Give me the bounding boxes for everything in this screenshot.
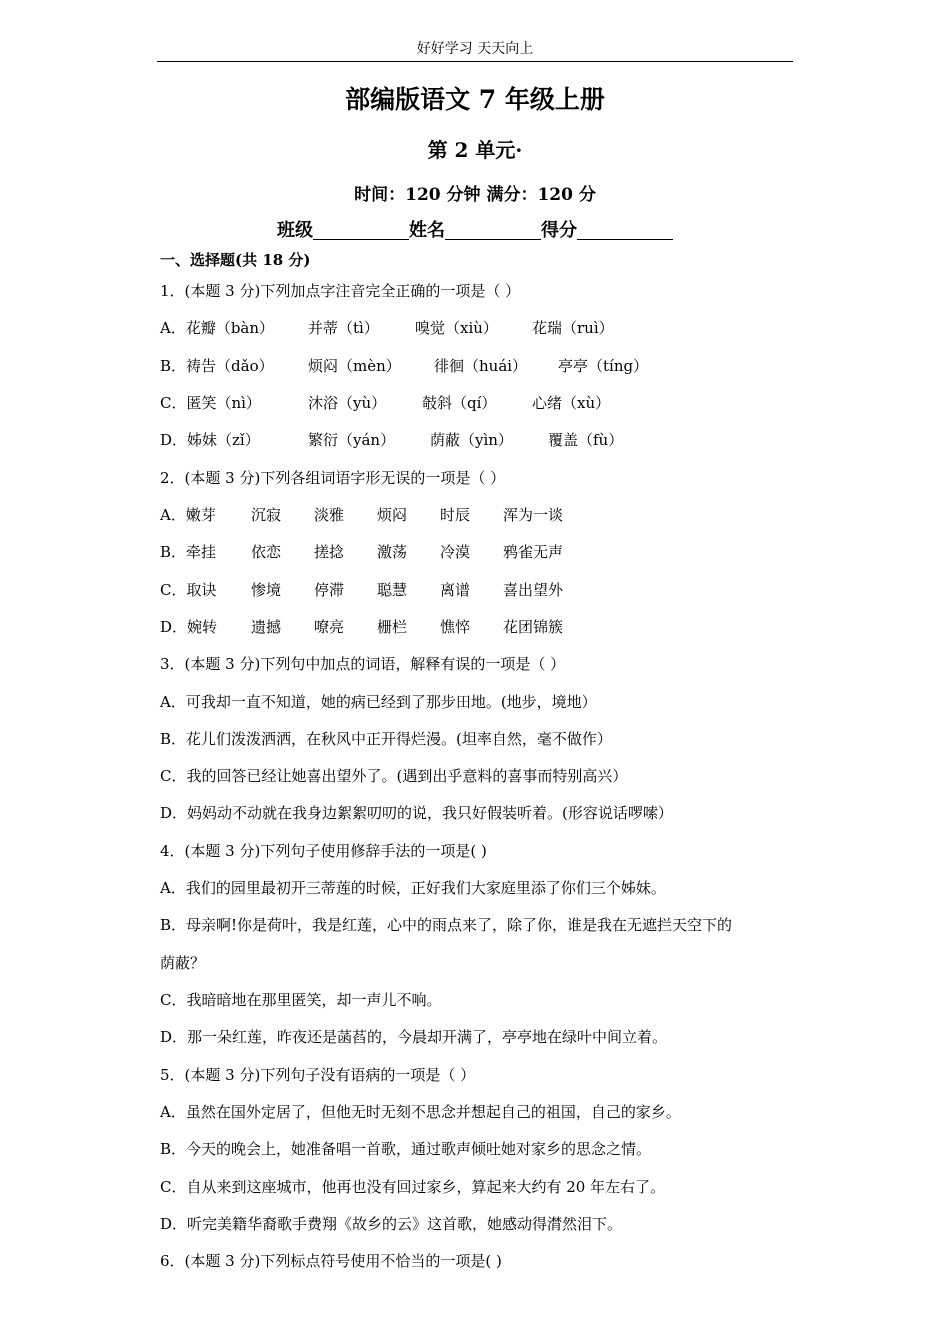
q1-d-item-2: 繁衍（yán） [308,431,396,449]
q2-b-word-1: B．牵挂 [160,543,217,561]
q1-b-item-2: 烦闷（mèn） [308,357,401,375]
q1-c-item-1: C．匿笑（nì） [160,394,261,412]
q2-option-d [160,616,563,637]
q2-d-word-4: 栅栏 [377,618,408,636]
q1-option-c [160,392,610,413]
document-title: 部编版语文 7 年级上册 [345,85,605,114]
q2-c-word-6: 喜出望外 [503,581,564,599]
q2-option-a [160,504,563,525]
q1-option-d [160,429,623,450]
q1-c-item-2: 沐浴（yù） [308,394,387,412]
header-rule [157,61,793,62]
q2-b-word-6: 鸦雀无声 [503,543,564,561]
unit-subtitle: 第 2 单元· [427,138,523,162]
q1-option-a [160,317,614,338]
score-label: 得分 [541,220,577,241]
q4-option-b-continued: 荫蔽？ [160,954,206,972]
q1-a-item-2: 并蒂（tì） [308,319,379,337]
name-blank [445,221,541,240]
time-info: 时间：120 分钟 满分：120 分 [354,185,596,205]
q2-a-word-3: 淡雅 [314,506,345,524]
q1-c-item-4: 心绪（xù） [532,394,611,412]
q2-c-word-1: C．取诀 [160,581,217,599]
score-blank [577,221,673,240]
class-blank [313,221,409,240]
q4-option-d: D．那一朵红莲，昨夜还是菡萏的，今晨却开满了，亭亭地在绿叶中间立着。 [160,1028,668,1046]
q2-a-word-1: A．嫩芽 [160,506,216,524]
q1-d-item-1: D．姊妹（zǐ） [160,431,260,449]
q1-b-item-4: 亭亭（tíng） [558,357,649,375]
q2-c-word-4: 聪慧 [377,581,408,599]
q3-option-c: C．我的回答已经让她喜出望外了。(遇到出乎意料的喜事而特别高兴） [160,767,628,785]
q5-option-c: C．自从来到这座城市，他再也没有回过家乡，算起来大约有 20 年左右了。 [160,1178,666,1196]
q5-option-a: A．虽然在国外定居了，但他无时无刻不思念并想起自己的祖国，自己的家乡。 [160,1103,681,1121]
q2-b-word-4: 激荡 [377,543,408,561]
q2-d-word-2: 遗撼 [251,618,282,636]
q1-c-item-3: 攲斜（qí） [422,394,497,412]
q5-option-b: B．今天的晚会上，她准备唱一首歌，通过歌声倾吐她对家乡的思念之情。 [160,1140,652,1158]
q2-option-b [160,541,563,562]
name-label: 姓名 [409,220,445,241]
q4-option-b: B．母亲啊!你是荷叶，我是红莲，心中的雨点来了，除了你，谁是我在无遮拦天空下的 [160,916,733,934]
class-label: 班级 [277,220,313,241]
q1-option-b [160,355,648,376]
q2-a-word-6: 浑为一谈 [503,506,564,524]
q3-option-d: D．妈妈动不动就在我身边絮絮叨叨的说，我只好假装听着。(形容说话啰嗦） [160,804,673,822]
q3-stem: 3．(本题 3 分)下列句中加点的词语，解释有误的一项是（ ） [160,655,566,673]
q1-d-item-3: 荫蔽（yìn） [430,431,513,449]
q2-a-word-4: 烦闷 [377,506,408,524]
q2-d-word-1: D．婉转 [160,618,218,636]
q1-b-item-3: 徘徊（huái） [434,357,528,375]
q1-b-item-1: B．祷告（dǎo） [160,357,274,375]
q2-c-word-3: 停滞 [314,581,345,599]
q5-option-d: D．听完美籍华裔歌手费翔《故乡的云》这首歌，她感动得潸然泪下。 [160,1215,623,1233]
page-header: 好好学习 天天向上 [416,41,534,57]
q4-stem: 4．(本题 3 分)下列句子使用修辞手法的一项是( ) [160,842,487,860]
q2-d-word-3: 嘹亮 [314,618,345,636]
q2-c-word-2: 惨境 [251,581,282,599]
q4-option-a: A．我们的园里最初开三蒂莲的时候，正好我们大家庭里添了你们三个姊妹。 [160,879,666,897]
q3-option-a: A．可我却一直不知道，她的病已经到了那步田地。(地步，境地） [160,693,597,711]
q2-a-word-2: 沉寂 [251,506,282,524]
q2-stem: 2．(本题 3 分)下列各组词语字形无误的一项是（ ） [160,469,506,487]
q2-b-word-2: 依恋 [251,543,282,561]
q2-option-c [160,579,563,600]
section-heading: 一、选择题(共 18 分) [160,251,311,269]
q2-d-word-5: 憔悴 [440,618,471,636]
q2-b-word-3: 搓捻 [314,543,345,561]
q2-a-word-5: 时辰 [440,506,471,524]
q1-stem: 1．(本题 3 分)下列加点字注音完全正确的一项是（ ） [160,282,521,300]
q5-stem: 5．(本题 3 分)下列句子没有语病的一项是（ ） [160,1066,476,1084]
q6-stem: 6．(本题 3 分)下列标点符号使用不恰当的一项是( ) [160,1252,502,1270]
q1-d-item-4: 覆盖（fù） [548,431,624,449]
q2-b-word-5: 冷漠 [440,543,471,561]
q3-option-b: B．花儿们泼泼洒洒，在秋风中正开得烂漫。(坦率自然，毫不做作） [160,730,612,748]
q1-a-item-3: 嗅觉（xiù） [415,319,498,337]
q2-d-word-6: 花团锦簇 [503,618,564,636]
student-fields [0,216,950,242]
q4-option-c: C．我暗暗地在那里匿笑，却一声儿不响。 [160,991,442,1009]
q1-a-item-1: A．花瓣（bàn） [160,319,275,337]
q1-a-item-4: 花瑞（ruì） [532,319,614,337]
q2-c-word-5: 离谱 [440,581,471,599]
